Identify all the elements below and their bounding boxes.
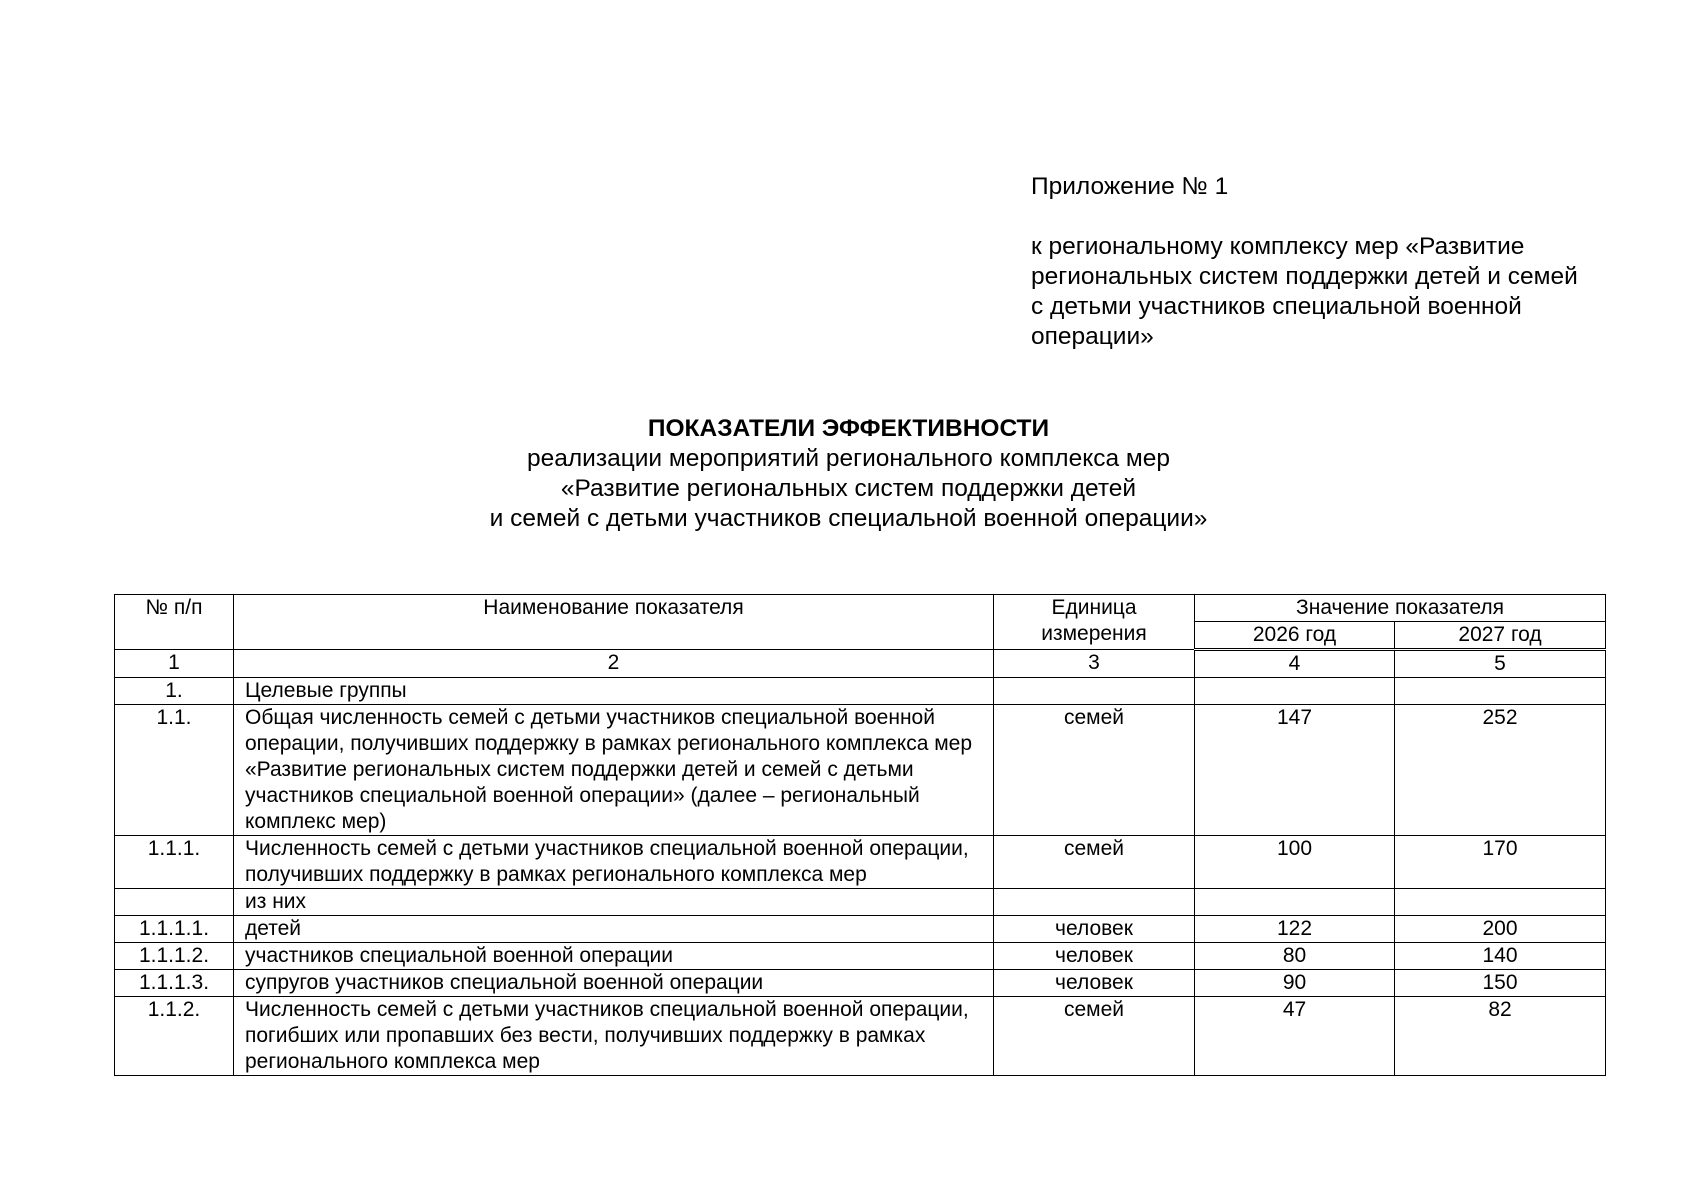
- row-value-2026: 100: [1195, 836, 1395, 889]
- row-name: детей: [234, 916, 994, 943]
- row-unit: семей: [994, 705, 1195, 836]
- row-value-2026: [1195, 889, 1395, 916]
- row-name: Целевые группы: [234, 678, 994, 705]
- table-row: [115, 836, 1606, 889]
- row-num: [115, 889, 234, 916]
- row-name: Численность семей с детьми участников специальной военной операции, получивших поддержку в рамках регионального комплекса мер: [234, 836, 994, 889]
- column-number: 5: [1395, 650, 1606, 678]
- header-name: Наименование показателя: [234, 595, 994, 650]
- table-row: [115, 943, 1606, 970]
- row-value-2027: 140: [1395, 943, 1606, 970]
- column-number: 4: [1195, 650, 1395, 678]
- row-name: Общая численность семей с детьми участников специальной военной операции, получивших поддержку в рамках регионального комплекса мер «Развитие региональных систем поддержки детей и семей с детьми участников специальной военной операции» (далее – региональный комплекс мер): [234, 705, 994, 836]
- row-num: 1.1.: [115, 705, 234, 836]
- row-unit: [994, 889, 1195, 916]
- header-value: Значение показателя: [1195, 595, 1606, 622]
- table-row: [115, 705, 1606, 836]
- row-value-2026: 147: [1195, 705, 1395, 836]
- header-num: № п/п: [115, 595, 234, 650]
- table-row: [115, 889, 1606, 916]
- row-unit: семей: [994, 997, 1195, 1076]
- header-unit: Единица измерения: [994, 595, 1195, 650]
- document-subtitle-line-2: «Развитие региональных систем поддержки детей: [560, 475, 1137, 502]
- row-unit: человек: [994, 970, 1195, 997]
- row-unit: [994, 678, 1195, 705]
- row-value-2026: 122: [1195, 916, 1395, 943]
- row-num: 1.1.2.: [115, 997, 234, 1076]
- row-value-2027: [1395, 889, 1606, 916]
- row-value-2027: [1395, 678, 1606, 705]
- row-name: участников специальной военной операции: [234, 943, 994, 970]
- document-subtitle-line-1: реализации мероприятий регионального комплекса мер: [526, 445, 1171, 472]
- row-num: 1.1.1.2.: [115, 943, 234, 970]
- table-header-row: [115, 595, 1606, 622]
- row-value-2027: 170: [1395, 836, 1606, 889]
- row-value-2026: 47: [1195, 997, 1395, 1076]
- row-value-2027: 252: [1395, 705, 1606, 836]
- row-num: 1.: [115, 678, 234, 705]
- table-row: [115, 678, 1606, 705]
- document-subtitle-line-3: и семей с детьми участников специальной военной операции»: [489, 505, 1208, 532]
- header-year-2027: 2027 год: [1395, 622, 1606, 650]
- row-num: 1.1.1.: [115, 836, 234, 889]
- column-number: 1: [115, 650, 234, 678]
- appendix-text: к региональному комплексу мер «Развитие региональных систем поддержки детей и семей с детьми участников специальной военной операции»: [1031, 233, 1578, 350]
- row-unit: семей: [994, 836, 1195, 889]
- indicators-table: [114, 594, 1606, 1076]
- table-row: [115, 997, 1606, 1076]
- row-value-2026: [1195, 678, 1395, 705]
- column-number: 2: [234, 650, 994, 678]
- row-unit: человек: [994, 916, 1195, 943]
- appendix-number: Приложение № 1: [1031, 173, 1229, 200]
- header-year-2026: 2026 год: [1195, 622, 1395, 650]
- row-value-2026: 80: [1195, 943, 1395, 970]
- row-value-2027: 82: [1395, 997, 1606, 1076]
- row-name: супругов участников специальной военной операции: [234, 970, 994, 997]
- document-title: ПОКАЗАТЕЛИ ЭФФЕКТИВНОСТИ: [647, 415, 1050, 442]
- row-name: Численность семей с детьми участников специальной военной операции, погибших или пропавших без вести, получивших поддержку в рамках регионального комплекса мер: [234, 997, 994, 1076]
- row-value-2026: 90: [1195, 970, 1395, 997]
- document-heading: [0, 414, 1697, 534]
- table-row: [115, 916, 1606, 943]
- row-name: из них: [234, 889, 994, 916]
- row-value-2027: 150: [1395, 970, 1606, 997]
- appendix-block: [1031, 172, 1591, 352]
- table-row: [115, 970, 1606, 997]
- row-num: 1.1.1.3.: [115, 970, 234, 997]
- row-unit: человек: [994, 943, 1195, 970]
- row-num: 1.1.1.1.: [115, 916, 234, 943]
- column-numbers-row: [115, 650, 1606, 678]
- row-value-2027: 200: [1395, 916, 1606, 943]
- column-number: 3: [994, 650, 1195, 678]
